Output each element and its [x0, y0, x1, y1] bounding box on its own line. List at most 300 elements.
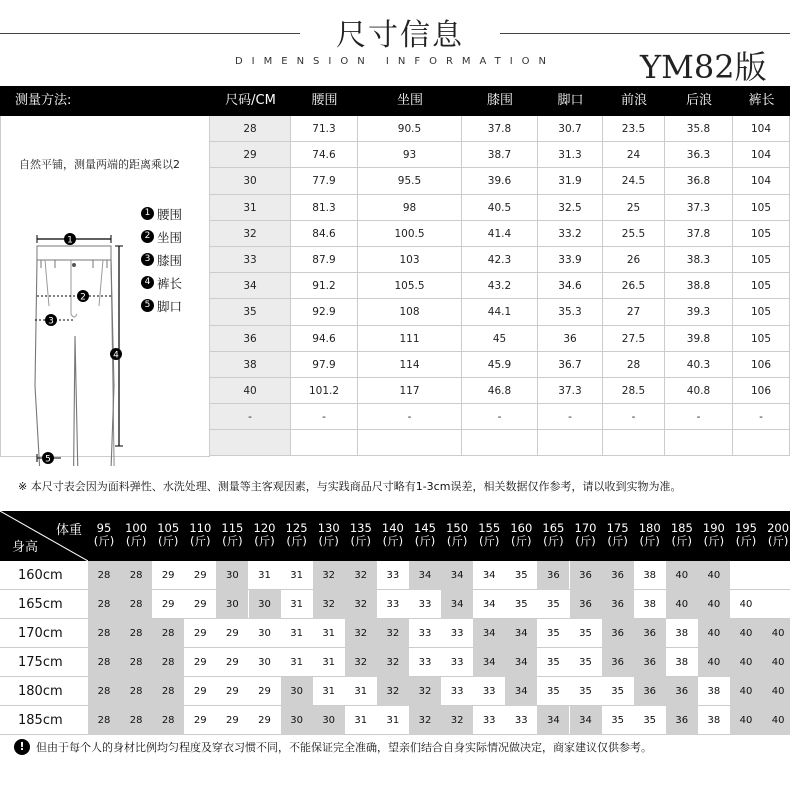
measure-cell: 39.6	[462, 168, 538, 194]
size-cell: 28	[210, 116, 291, 142]
fit-size-cell: 29	[258, 715, 271, 726]
fit-size-cell: 32	[441, 706, 473, 735]
size-row	[210, 273, 790, 299]
measure-cell	[733, 430, 790, 456]
fit-size-cell: 40	[730, 648, 762, 677]
fit-size-cell: 40	[698, 619, 730, 648]
fit-size-cell: 28	[88, 619, 120, 648]
legend-item	[141, 294, 182, 317]
measure-cell: 45	[462, 326, 538, 352]
fit-size-cell: 30	[216, 590, 248, 619]
fit-size-cell: 31	[386, 715, 400, 726]
measure-cell: 44.1	[462, 299, 538, 325]
measure-cell: 93	[358, 142, 462, 168]
fit-size-cell: 35	[547, 628, 560, 639]
fit-size-cell: 35	[547, 686, 560, 697]
fit-size-cell: 40	[762, 677, 790, 706]
size-col-header: 坐围	[396, 93, 423, 108]
measure-cell: 87.9	[291, 247, 358, 273]
fit-size-cell: 40	[666, 561, 698, 590]
fit-size-cell: 35	[514, 599, 528, 610]
measure-cell: 37.3	[538, 378, 603, 404]
measure-cell: 74.6	[291, 142, 358, 168]
fit-size-cell: 29	[226, 715, 239, 726]
fit-size-cell: 40	[698, 561, 730, 590]
measure-cell: 94.6	[291, 326, 358, 352]
size-row	[210, 430, 790, 456]
fit-size-cell: 28	[88, 706, 120, 735]
fit-size-cell: 36	[602, 648, 634, 677]
size-row	[210, 326, 790, 352]
weight-header: 180 (斤)	[638, 521, 661, 548]
fit-size-cell: 35	[579, 657, 592, 668]
measure-cell: 37.8	[665, 221, 733, 247]
legend-number: 3	[141, 253, 154, 266]
measure-cell: 106	[733, 378, 790, 404]
weight-axis-label: 体重	[55, 523, 82, 538]
fit-size-cell: 33	[482, 686, 496, 697]
fit-size-cell: 33	[418, 628, 432, 639]
measure-cell: 81.3	[291, 195, 358, 221]
measure-cell	[603, 430, 665, 456]
weight-header: 155 (斤)	[478, 521, 501, 548]
fit-size-cell: 29	[226, 686, 239, 697]
measure-cell: 38.7	[462, 142, 538, 168]
fit-size-cell: 35	[547, 599, 560, 610]
measure-cell: 38.3	[665, 247, 733, 273]
size-row	[210, 168, 790, 194]
fit-size-cell: 38	[707, 715, 721, 726]
fit-row	[0, 561, 790, 590]
weight-header: 185 (斤)	[670, 521, 693, 548]
size-col-header: 腰围	[311, 93, 338, 108]
fit-disclaimer	[14, 739, 652, 755]
measure-cell: 24.5	[603, 168, 665, 194]
fit-size-cell: 33	[450, 686, 464, 697]
fit-size-cell: 40	[762, 619, 790, 648]
size-col-header: 后浪	[685, 93, 712, 108]
measure-cell: 42.3	[462, 247, 538, 273]
measure-cell: 33.2	[538, 221, 603, 247]
pants-diagram	[15, 196, 135, 466]
measure-cell	[462, 430, 538, 456]
measure-cell: 26.5	[603, 273, 665, 299]
fit-size-cell: 28	[88, 648, 120, 677]
size-row	[210, 116, 790, 142]
height-label: 160cm	[18, 568, 63, 583]
fit-size-cell: 34	[473, 619, 505, 648]
measure-cell: 105	[733, 247, 790, 273]
size-row	[210, 352, 790, 378]
legend-item	[141, 248, 182, 271]
height-label: 180cm	[18, 684, 63, 699]
legend-number: 5	[141, 299, 154, 312]
header-divider-right	[500, 33, 790, 34]
fit-size-cell: 32	[377, 619, 409, 648]
size-cell: 38	[210, 352, 291, 378]
page-title: 尺寸信息	[336, 18, 464, 53]
fit-size-cell: 32	[377, 677, 409, 706]
fit-row	[0, 648, 790, 677]
fit-size-cell: 30	[249, 590, 281, 619]
svg-text:4: 4	[113, 350, 119, 361]
warning-icon: !	[14, 739, 30, 755]
fit-size-cell: 29	[161, 599, 175, 610]
method-description: 自然平铺，测量两端的距离乘以2	[19, 158, 180, 171]
fit-size-cell: 33	[450, 657, 464, 668]
fit-size-cell: 28	[120, 619, 152, 648]
fit-size-cell: 35	[579, 686, 592, 697]
measure-cell: 34.6	[538, 273, 603, 299]
size-grid	[210, 116, 790, 456]
fit-size-cell: 34	[473, 648, 505, 677]
measure-cell: 28	[603, 352, 665, 378]
size-row	[210, 247, 790, 273]
measure-cell: 105	[733, 195, 790, 221]
size-cell: 40	[210, 378, 291, 404]
measure-cell: 36.8	[665, 168, 733, 194]
measure-cell	[291, 430, 358, 456]
weight-header: 175 (斤)	[606, 521, 629, 548]
weight-header: 165 (斤)	[542, 521, 565, 548]
height-axis-label: 身高	[12, 540, 39, 555]
fit-size-cell: 31	[258, 570, 271, 581]
height-label: 185cm	[18, 713, 63, 728]
measure-cell: 117	[358, 378, 462, 404]
fit-size-cell: 35	[611, 715, 624, 726]
fit-row	[0, 619, 790, 648]
fit-size-cell: 28	[88, 561, 120, 590]
fit-size-cell: 28	[120, 561, 152, 590]
measure-cell: 100.5	[358, 221, 462, 247]
measure-cell: -	[291, 404, 358, 430]
measure-cell: 114	[358, 352, 462, 378]
fit-size-cell	[730, 561, 762, 590]
fit-size-cell: 38	[707, 686, 721, 697]
page-header	[0, 0, 790, 86]
measure-cell: 104	[733, 142, 790, 168]
weight-header: 200 (斤)	[767, 521, 790, 548]
legend-label: 坐围	[157, 229, 183, 245]
size-row	[210, 299, 790, 325]
fit-size-cell: 33	[482, 715, 496, 726]
measure-cell: 106	[733, 352, 790, 378]
fit-size-cell: 34	[409, 561, 441, 590]
size-col-header: 裤长	[748, 93, 775, 108]
page-subtitle: DIMENSION INFORMATION	[234, 56, 555, 67]
fit-size-cell: 28	[120, 648, 152, 677]
measure-cell: 43.2	[462, 273, 538, 299]
weight-header: 140 (斤)	[381, 521, 404, 548]
size-row	[210, 221, 790, 247]
measure-cell: 90.5	[358, 116, 462, 142]
size-cell: 30	[210, 168, 291, 194]
fit-size-cell: 30	[313, 706, 345, 735]
fit-disclaimer-text: 但由于每个人的身材比例均匀程度及穿衣习惯不同，不能保证完全准确，望亲们结合自身实际情况做决定，商家建议仅供参考。	[36, 741, 652, 754]
size-table-header	[0, 86, 790, 116]
measure-cell: -	[358, 404, 462, 430]
fit-size-cell: 28	[152, 677, 184, 706]
weight-header: 135 (斤)	[349, 521, 372, 548]
measure-cell: 38.8	[665, 273, 733, 299]
weight-header: 160 (斤)	[510, 521, 533, 548]
fit-size-cell: 29	[258, 686, 271, 697]
fit-size-cell: 29	[193, 686, 207, 697]
measure-cell: -	[665, 404, 733, 430]
fit-size-cell: 40	[698, 648, 730, 677]
fit-size-cell: 28	[152, 648, 184, 677]
measure-cell: 41.4	[462, 221, 538, 247]
fit-size-cell: 34	[482, 570, 496, 581]
fit-size-cell: 28	[120, 590, 152, 619]
legend-item	[141, 225, 182, 248]
fit-size-cell: 28	[88, 677, 120, 706]
weight-header: 150 (斤)	[446, 521, 469, 548]
fit-size-cell: 31	[322, 686, 336, 697]
fit-size-cell: 31	[322, 657, 336, 668]
fit-size-cell: 33	[514, 715, 528, 726]
weight-header: 170 (斤)	[574, 521, 597, 548]
svg-text:5: 5	[45, 454, 51, 465]
legend-item	[141, 271, 182, 294]
weight-header: 125 (斤)	[285, 521, 308, 548]
fit-size-cell: 40	[730, 619, 762, 648]
fit-size-cell: 30	[216, 561, 248, 590]
measure-cell: 25.5	[603, 221, 665, 247]
measure-cell: 35.8	[665, 116, 733, 142]
measure-cell: 103	[358, 247, 462, 273]
measurement-legend	[141, 202, 182, 317]
measure-cell: 36.7	[538, 352, 603, 378]
measure-cell: 105	[733, 221, 790, 247]
measure-cell: 40.5	[462, 195, 538, 221]
legend-item	[141, 202, 182, 225]
fit-row	[0, 706, 790, 735]
measure-cell: 46.8	[462, 378, 538, 404]
fit-size-cell: 30	[258, 628, 271, 639]
size-col-header: 前浪	[620, 93, 647, 108]
fit-size-cell: 31	[354, 686, 368, 697]
measure-cell: 71.3	[291, 116, 358, 142]
fit-size-cell: 40	[762, 648, 790, 677]
weight-header: 110 (斤)	[189, 521, 212, 548]
fit-size-cell: 32	[313, 561, 345, 590]
fit-size-cell: 29	[193, 570, 207, 581]
fit-size-cell: 28	[88, 590, 120, 619]
weight-header: 115 (斤)	[221, 521, 244, 548]
measure-cell: 104	[733, 168, 790, 194]
measure-cell: -	[538, 404, 603, 430]
measure-cell: 91.2	[291, 273, 358, 299]
measure-cell: 105.5	[358, 273, 462, 299]
size-cell	[210, 430, 291, 456]
fit-size-cell: 36	[634, 677, 666, 706]
fit-size-cell: 35	[547, 657, 560, 668]
fit-size-cell	[762, 561, 790, 590]
fit-size-cell: 34	[570, 706, 602, 735]
measure-cell: 84.6	[291, 221, 358, 247]
measure-cell: 32.5	[538, 195, 603, 221]
fit-size-cell: 30	[258, 657, 271, 668]
fit-size-cell: 34	[505, 619, 537, 648]
legend-number: 2	[141, 230, 154, 243]
fit-size-cell: 29	[193, 599, 207, 610]
measure-cell: 97.9	[291, 352, 358, 378]
legend-number: 1	[141, 207, 154, 220]
size-cell: 32	[210, 221, 291, 247]
measure-cell: 24	[603, 142, 665, 168]
measure-cell	[665, 430, 733, 456]
weight-header: 120 (斤)	[253, 521, 276, 548]
fit-size-cell: 36	[634, 619, 666, 648]
fit-size-cell: 32	[345, 590, 377, 619]
size-cell: 31	[210, 195, 291, 221]
fit-size-cell: 36	[602, 561, 634, 590]
measure-cell: 95.5	[358, 168, 462, 194]
fit-size-cell: 38	[643, 599, 657, 610]
measure-cell: 27.5	[603, 326, 665, 352]
size-col-header: 脚口	[557, 93, 584, 108]
fit-size-cell: 35	[643, 715, 657, 726]
size-cell: 36	[210, 326, 291, 352]
weight-header: 100 (斤)	[125, 521, 148, 548]
fit-size-cell: 28	[152, 706, 184, 735]
measure-cell: 40.8	[665, 378, 733, 404]
fit-size-cell: 36	[666, 706, 698, 735]
fit-size-cell: 33	[418, 657, 432, 668]
height-label: 170cm	[18, 626, 63, 641]
measure-cell: 36.3	[665, 142, 733, 168]
fit-size-cell: 40	[739, 599, 753, 610]
measure-cell: 31.3	[538, 142, 603, 168]
weight-header: 95 (斤)	[93, 521, 115, 548]
fit-size-cell: 28	[152, 619, 184, 648]
fit-size-cell: 32	[313, 590, 345, 619]
svg-text:2: 2	[80, 292, 86, 303]
measure-cell: 101.2	[291, 378, 358, 404]
fit-size-cell: 36	[602, 590, 634, 619]
legend-label: 膝围	[157, 252, 183, 268]
measure-cell: 111	[358, 326, 462, 352]
measure-cell: 39.3	[665, 299, 733, 325]
header-divider-left	[0, 33, 300, 34]
fit-size-cell: 34	[537, 706, 569, 735]
fit-size-cell: 28	[120, 706, 152, 735]
legend-label: 腰围	[157, 206, 183, 222]
size-row	[210, 378, 790, 404]
measure-cell: 37.8	[462, 116, 538, 142]
fit-size-cell: 38	[675, 657, 689, 668]
fit-size-cell: 32	[409, 706, 441, 735]
weight-header: 190 (斤)	[702, 521, 725, 548]
legend-label: 脚口	[157, 298, 183, 314]
fit-table-header	[0, 511, 790, 561]
measure-cell: 37.3	[665, 195, 733, 221]
measure-cell: 77.9	[291, 168, 358, 194]
fit-size-cell: 29	[193, 715, 207, 726]
fit-size-cell: 36	[570, 590, 602, 619]
fit-size-cell: 31	[290, 570, 303, 581]
weight-header: 145 (斤)	[414, 521, 436, 548]
fit-size-cell: 35	[579, 628, 592, 639]
fit-row	[0, 590, 790, 619]
measure-cell: 31.9	[538, 168, 603, 194]
fit-size-cell: 40	[730, 706, 762, 735]
size-row	[210, 142, 790, 168]
measure-cell: 92.9	[291, 299, 358, 325]
fit-size-cell: 31	[290, 599, 303, 610]
weight-header: 195 (斤)	[735, 521, 757, 548]
fit-size-cell: 33	[386, 570, 400, 581]
fit-size-cell: 40	[730, 677, 762, 706]
measure-cell: 105	[733, 273, 790, 299]
size-disclaimer: ※ 本尺寸表会因为面料弹性、水洗处理、测量等主客观因素，与实践商品尺寸略有1-3cm误差，相关数据仅作参考，请以收到实物为准。	[18, 480, 682, 493]
size-cell: 29	[210, 142, 291, 168]
measure-cell: 39.8	[665, 326, 733, 352]
measure-cell: 33.9	[538, 247, 603, 273]
method-label: 测量方法:	[15, 93, 72, 108]
legend-label: 裤长	[157, 275, 183, 291]
fit-size-cell: 35	[611, 686, 624, 697]
measurement-method-panel	[0, 116, 210, 465]
fit-size-cell: 32	[377, 648, 409, 677]
fit-size-cell: 29	[161, 570, 175, 581]
fit-size-cell: 35	[514, 570, 528, 581]
measure-cell: 98	[358, 195, 462, 221]
fit-size-cell: 28	[120, 677, 152, 706]
fit-size-cell: 36	[570, 561, 602, 590]
fit-size-cell: 32	[345, 561, 377, 590]
measure-cell: 27	[603, 299, 665, 325]
fit-size-cell: 34	[441, 590, 473, 619]
measure-cell: 105	[733, 299, 790, 325]
fit-size-cell: 38	[675, 628, 689, 639]
measure-cell: 26	[603, 247, 665, 273]
fit-size-cell: 38	[643, 570, 657, 581]
fit-size-cell: 36	[537, 561, 569, 590]
fit-size-cell	[762, 590, 790, 619]
fit-size-cell: 29	[226, 628, 239, 639]
size-cell: -	[210, 404, 291, 430]
fit-size-cell: 40	[698, 590, 730, 619]
fit-size-cell: 34	[441, 561, 473, 590]
fit-size-cell: 33	[386, 599, 400, 610]
fit-size-cell: 31	[322, 628, 336, 639]
fit-size-cell: 36	[602, 619, 634, 648]
weight-header: 105 (斤)	[157, 521, 180, 548]
fit-size-cell: 33	[450, 628, 464, 639]
table-corner	[0, 511, 88, 561]
fit-size-cell: 33	[418, 599, 432, 610]
measure-cell: 40.3	[665, 352, 733, 378]
legend-number: 4	[141, 276, 154, 289]
fit-size-cell: 30	[281, 677, 313, 706]
svg-text:3: 3	[48, 316, 54, 327]
svg-text:1: 1	[67, 235, 73, 246]
fit-size-cell: 32	[345, 619, 377, 648]
measure-cell: -	[733, 404, 790, 430]
size-col-header: 膝围	[486, 93, 513, 108]
fit-size-cell: 31	[354, 715, 368, 726]
size-row	[210, 404, 790, 430]
height-label: 165cm	[18, 597, 63, 612]
fit-size-cell: 30	[281, 706, 313, 735]
size-cell: 34	[210, 273, 291, 299]
fit-size-cell: 29	[193, 657, 207, 668]
version-label: YM82版	[640, 48, 767, 86]
measure-cell: 104	[733, 116, 790, 142]
fit-size-cell: 40	[762, 706, 790, 735]
